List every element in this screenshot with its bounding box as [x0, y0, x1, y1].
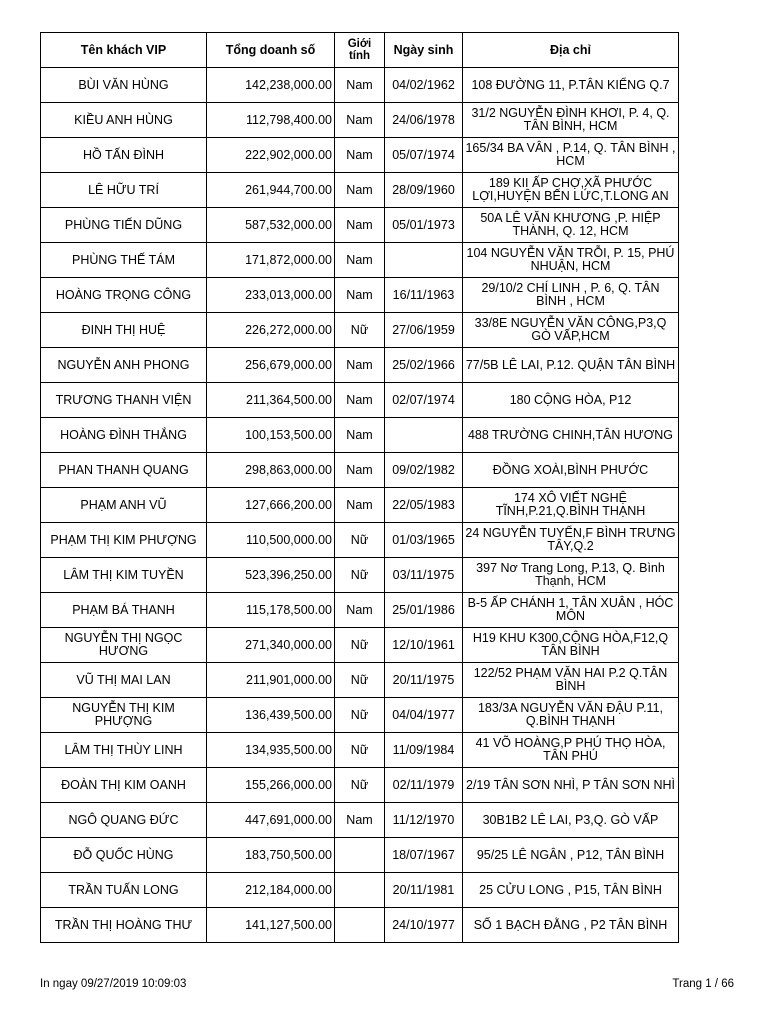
- customer-name-cell: TRẦN THỊ HOÀNG THƯ: [41, 908, 207, 943]
- total-sales-cell: 211,901,000.00: [207, 663, 335, 698]
- header-address: Địa chỉ: [463, 33, 679, 68]
- date-of-birth-cell: 12/10/1961: [385, 628, 463, 663]
- total-sales-cell: 141,127,500.00: [207, 908, 335, 943]
- page-number: Trang 1 / 66: [672, 978, 734, 990]
- total-sales-cell: 142,238,000.00: [207, 68, 335, 103]
- address-cell: 77/5B LÊ LAI, P.12. QUẬN TÂN BÌNH: [463, 348, 679, 383]
- customer-name-cell: ĐỖ QUỐC HÙNG: [41, 838, 207, 873]
- address-cell: 165/34 BA VÂN , P.14, Q. TÂN BÌNH , HCM: [463, 138, 679, 173]
- customer-name-cell: HOÀNG TRỌNG CÔNG: [41, 278, 207, 313]
- gender-cell: Nam: [335, 243, 385, 278]
- customer-name-cell: LÂM THỊ THÙY LINH: [41, 733, 207, 768]
- address-cell: 25 CỬU LONG , P15, TÂN BÌNH: [463, 873, 679, 908]
- gender-cell: Nữ: [335, 733, 385, 768]
- gender-cell: [335, 908, 385, 943]
- customer-name-cell: LÊ HỮU TRÍ: [41, 173, 207, 208]
- table-row: [41, 68, 679, 103]
- customer-name-cell: PHÙNG TIẾN DŨNG: [41, 208, 207, 243]
- total-sales-cell: 134,935,500.00: [207, 733, 335, 768]
- gender-cell: Nữ: [335, 313, 385, 348]
- gender-cell: Nam: [335, 418, 385, 453]
- gender-cell: [335, 838, 385, 873]
- gender-cell: Nam: [335, 488, 385, 523]
- customer-name-cell: PHẠM ANH VŨ: [41, 488, 207, 523]
- total-sales-cell: 261,944,700.00: [207, 173, 335, 208]
- address-cell: 174 XÔ VIẾT NGHỆ TĨNH,P.21,Q.BÌNH THẠNH: [463, 488, 679, 523]
- total-sales-cell: 183,750,500.00: [207, 838, 335, 873]
- gender-cell: Nam: [335, 593, 385, 628]
- table-row: [41, 348, 679, 383]
- address-cell: 95/25 LÊ NGÂN , P12, TÂN BÌNH: [463, 838, 679, 873]
- customer-name-cell: PHẠM BÁ THANH: [41, 593, 207, 628]
- table-row: [41, 488, 679, 523]
- total-sales-cell: 233,013,000.00: [207, 278, 335, 313]
- customer-name-cell: HOÀNG ĐÌNH THẮNG: [41, 418, 207, 453]
- date-of-birth-cell: 11/12/1970: [385, 803, 463, 838]
- gender-cell: [335, 873, 385, 908]
- table-row: [41, 523, 679, 558]
- total-sales-cell: 523,396,250.00: [207, 558, 335, 593]
- address-cell: 104 NGUYỄN VĂN TRỖI, P. 15, PHÚ NHUẬN, HCM: [463, 243, 679, 278]
- customer-name-cell: PHÙNG THẾ TÁM: [41, 243, 207, 278]
- gender-cell: Nam: [335, 383, 385, 418]
- table-header-row: [41, 33, 679, 68]
- gender-cell: Nam: [335, 803, 385, 838]
- date-of-birth-cell: 11/09/1984: [385, 733, 463, 768]
- date-of-birth-cell: 16/11/1963: [385, 278, 463, 313]
- address-cell: 50A LÊ VĂN KHƯƠNG ,P. HIỆP THÀNH, Q. 12, HCM: [463, 208, 679, 243]
- date-of-birth-cell: 22/05/1983: [385, 488, 463, 523]
- customer-name-cell: VŨ THỊ MAI LAN: [41, 663, 207, 698]
- customer-name-cell: TRẦN TUẤN LONG: [41, 873, 207, 908]
- total-sales-cell: 298,863,000.00: [207, 453, 335, 488]
- total-sales-cell: 222,902,000.00: [207, 138, 335, 173]
- date-of-birth-cell: [385, 243, 463, 278]
- table-row: [41, 243, 679, 278]
- customer-name-cell: KIỀU ANH HÙNG: [41, 103, 207, 138]
- date-of-birth-cell: 09/02/1982: [385, 453, 463, 488]
- customer-name-cell: LÂM THỊ KIM TUYỀN: [41, 558, 207, 593]
- header-total-sales: Tổng doanh số: [207, 33, 335, 68]
- total-sales-cell: 587,532,000.00: [207, 208, 335, 243]
- date-of-birth-cell: 01/03/1965: [385, 523, 463, 558]
- table-row: [41, 628, 679, 663]
- gender-cell: Nữ: [335, 663, 385, 698]
- total-sales-cell: 271,340,000.00: [207, 628, 335, 663]
- address-cell: 30B1B2 LÊ LAI, P3,Q. GÒ VẤP: [463, 803, 679, 838]
- header-name: Tên khách VIP: [41, 33, 207, 68]
- address-cell: 33/8E NGUYỄN VĂN CÔNG,P3,Q GÒ VẤP,HCM: [463, 313, 679, 348]
- total-sales-cell: 110,500,000.00: [207, 523, 335, 558]
- table-row: [41, 208, 679, 243]
- gender-cell: Nam: [335, 138, 385, 173]
- address-cell: 108 ĐƯỜNG 11, P.TÂN KIỂNG Q.7: [463, 68, 679, 103]
- header-gender: Giới tính: [335, 33, 385, 68]
- address-cell: 183/3A NGUYỄN VĂN ĐẬU P.11, Q.BÌNH THẠNH: [463, 698, 679, 733]
- customer-name-cell: ĐINH THỊ HUỆ: [41, 313, 207, 348]
- table-row: [41, 313, 679, 348]
- customer-name-cell: ĐOÀN THỊ KIM OANH: [41, 768, 207, 803]
- address-cell: 189 KII ẤP CHỢ,XÃ PHƯỚC LỢI,HUYỆN BẾN LỨC,T.LONG AN: [463, 173, 679, 208]
- address-cell: 31/2 NGUYỄN ĐÌNH KHƠI, P. 4, Q. TÂN BÌNH, HCM: [463, 103, 679, 138]
- address-cell: 180 CỘNG HÒA, P12: [463, 383, 679, 418]
- gender-cell: Nam: [335, 68, 385, 103]
- total-sales-cell: 211,364,500.00: [207, 383, 335, 418]
- table-row: [41, 383, 679, 418]
- date-of-birth-cell: 20/11/1975: [385, 663, 463, 698]
- table-row: [41, 803, 679, 838]
- table-row: [41, 278, 679, 313]
- date-of-birth-cell: 25/02/1966: [385, 348, 463, 383]
- table-row: [41, 173, 679, 208]
- gender-cell: Nam: [335, 173, 385, 208]
- table-row: [41, 138, 679, 173]
- date-of-birth-cell: 24/10/1977: [385, 908, 463, 943]
- table-row: [41, 453, 679, 488]
- total-sales-cell: 226,272,000.00: [207, 313, 335, 348]
- date-of-birth-cell: 04/04/1977: [385, 698, 463, 733]
- customer-name-cell: HỒ TẤN ĐÌNH: [41, 138, 207, 173]
- address-cell: 122/52 PHẠM VĂN HAI P.2 Q.TÂN BÌNH: [463, 663, 679, 698]
- date-of-birth-cell: 25/01/1986: [385, 593, 463, 628]
- total-sales-cell: 127,666,200.00: [207, 488, 335, 523]
- table-row: [41, 733, 679, 768]
- gender-cell: Nữ: [335, 698, 385, 733]
- address-cell: 2/19 TÂN SƠN NHÌ, P TÂN SƠN NHÌ: [463, 768, 679, 803]
- address-cell: 488 TRƯỜNG CHINH,TÂN HƯƠNG: [463, 418, 679, 453]
- table-row: [41, 873, 679, 908]
- total-sales-cell: 112,798,400.00: [207, 103, 335, 138]
- gender-cell: Nam: [335, 208, 385, 243]
- customer-name-cell: PHAN THANH QUANG: [41, 453, 207, 488]
- customer-name-cell: PHẠM THỊ KIM PHƯỢNG: [41, 523, 207, 558]
- date-of-birth-cell: 02/07/1974: [385, 383, 463, 418]
- total-sales-cell: 212,184,000.00: [207, 873, 335, 908]
- customer-name-cell: NGUYỄN THỊ NGỌC HƯƠNG: [41, 628, 207, 663]
- table-row: [41, 593, 679, 628]
- date-of-birth-cell: 18/07/1967: [385, 838, 463, 873]
- gender-cell: Nữ: [335, 768, 385, 803]
- table-row: [41, 698, 679, 733]
- date-of-birth-cell: 05/07/1974: [385, 138, 463, 173]
- table-row: [41, 558, 679, 593]
- date-of-birth-cell: 27/06/1959: [385, 313, 463, 348]
- date-of-birth-cell: 03/11/1975: [385, 558, 463, 593]
- address-cell: 41 VÕ HOÀNG,P PHÚ THỌ HÒA, TÂN PHÚ: [463, 733, 679, 768]
- address-cell: 29/10/2 CHÍ LINH , P. 6, Q. TÂN BÌNH , HCM: [463, 278, 679, 313]
- total-sales-cell: 115,178,500.00: [207, 593, 335, 628]
- table-row: [41, 768, 679, 803]
- vip-customer-table: [40, 32, 679, 943]
- address-cell: 24 NGUYỄN TUYỂN,F BÌNH TRƯNG TÂY,Q.2: [463, 523, 679, 558]
- address-cell: SỐ 1 BẠCH ĐẰNG , P2 TÂN BÌNH: [463, 908, 679, 943]
- gender-cell: Nữ: [335, 628, 385, 663]
- header-dob: Ngày sinh: [385, 33, 463, 68]
- total-sales-cell: 256,679,000.00: [207, 348, 335, 383]
- date-of-birth-cell: 28/09/1960: [385, 173, 463, 208]
- total-sales-cell: 155,266,000.00: [207, 768, 335, 803]
- print-date: In ngay 09/27/2019 10:09:03: [40, 978, 187, 990]
- date-of-birth-cell: 20/11/1981: [385, 873, 463, 908]
- address-cell: B-5 ẤP CHÁNH 1, TÂN XUÂN , HÓC MÔN: [463, 593, 679, 628]
- table-row: [41, 418, 679, 453]
- address-cell: H19 KHU K300,CỘNG HÒA,F12,Q TÂN BÌNH: [463, 628, 679, 663]
- table-row: [41, 838, 679, 873]
- customer-name-cell: NGÔ QUANG ĐỨC: [41, 803, 207, 838]
- gender-cell: Nam: [335, 453, 385, 488]
- gender-cell: Nữ: [335, 558, 385, 593]
- date-of-birth-cell: 05/01/1973: [385, 208, 463, 243]
- address-cell: ĐỒNG XOÀI,BÌNH PHƯỚC: [463, 453, 679, 488]
- table-row: [41, 908, 679, 943]
- gender-cell: Nam: [335, 348, 385, 383]
- customer-name-cell: TRƯƠNG THANH VIỆN: [41, 383, 207, 418]
- gender-cell: Nam: [335, 103, 385, 138]
- total-sales-cell: 447,691,000.00: [207, 803, 335, 838]
- total-sales-cell: 171,872,000.00: [207, 243, 335, 278]
- customer-name-cell: NGUYỄN THỊ KIM PHƯỢNG: [41, 698, 207, 733]
- customer-name-cell: BÙI VĂN HÙNG: [41, 68, 207, 103]
- date-of-birth-cell: 02/11/1979: [385, 768, 463, 803]
- date-of-birth-cell: [385, 418, 463, 453]
- customer-name-cell: NGUYỄN ANH PHONG: [41, 348, 207, 383]
- total-sales-cell: 100,153,500.00: [207, 418, 335, 453]
- date-of-birth-cell: 04/02/1962: [385, 68, 463, 103]
- gender-cell: Nam: [335, 278, 385, 313]
- table-row: [41, 663, 679, 698]
- address-cell: 397 Nơ Trang Long, P.13, Q. Bình Thạnh, HCM: [463, 558, 679, 593]
- total-sales-cell: 136,439,500.00: [207, 698, 335, 733]
- gender-cell: Nữ: [335, 523, 385, 558]
- date-of-birth-cell: 24/06/1978: [385, 103, 463, 138]
- table-row: [41, 103, 679, 138]
